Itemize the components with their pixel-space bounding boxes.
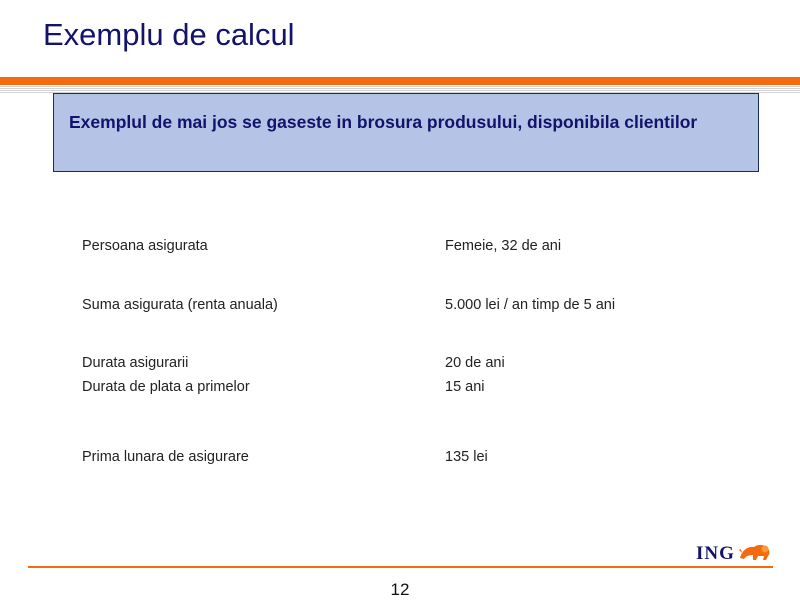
- row-label-durata-plata: Durata de plata a primelor: [82, 379, 250, 395]
- row-value-durata-asigurarii: 20 de ani: [445, 355, 505, 371]
- row-value-durata-plata: 15 ani: [445, 379, 485, 395]
- header-stripe: [0, 86, 800, 93]
- row-value-persoana: Femeie, 32 de ani: [445, 238, 562, 254]
- logo-text: ING: [696, 542, 735, 564]
- row-label-prima: Prima lunara de asigurare: [82, 449, 249, 465]
- callout-text: Exemplul de mai jos se gaseste in brosura produsului, disponibila clientilor: [69, 112, 698, 132]
- page-number: 12: [390, 580, 410, 599]
- ing-logo: [696, 540, 772, 567]
- row-value-suma: 5.000 lei / an timp de 5 ani: [445, 297, 616, 313]
- slide-title: Exemplu de calcul: [43, 17, 295, 52]
- lion-icon: [738, 540, 772, 567]
- callout-box: [53, 93, 759, 172]
- row-value-prima: 135 lei: [445, 449, 488, 465]
- header-orange-bar: [0, 77, 800, 85]
- row-label-durata-asigurarii: Durata asigurarii: [82, 355, 189, 371]
- row-label-persoana: Persoana asigurata: [82, 238, 208, 254]
- row-label-suma: Suma asigurata (renta anuala): [82, 297, 278, 313]
- footer-line: [28, 566, 773, 568]
